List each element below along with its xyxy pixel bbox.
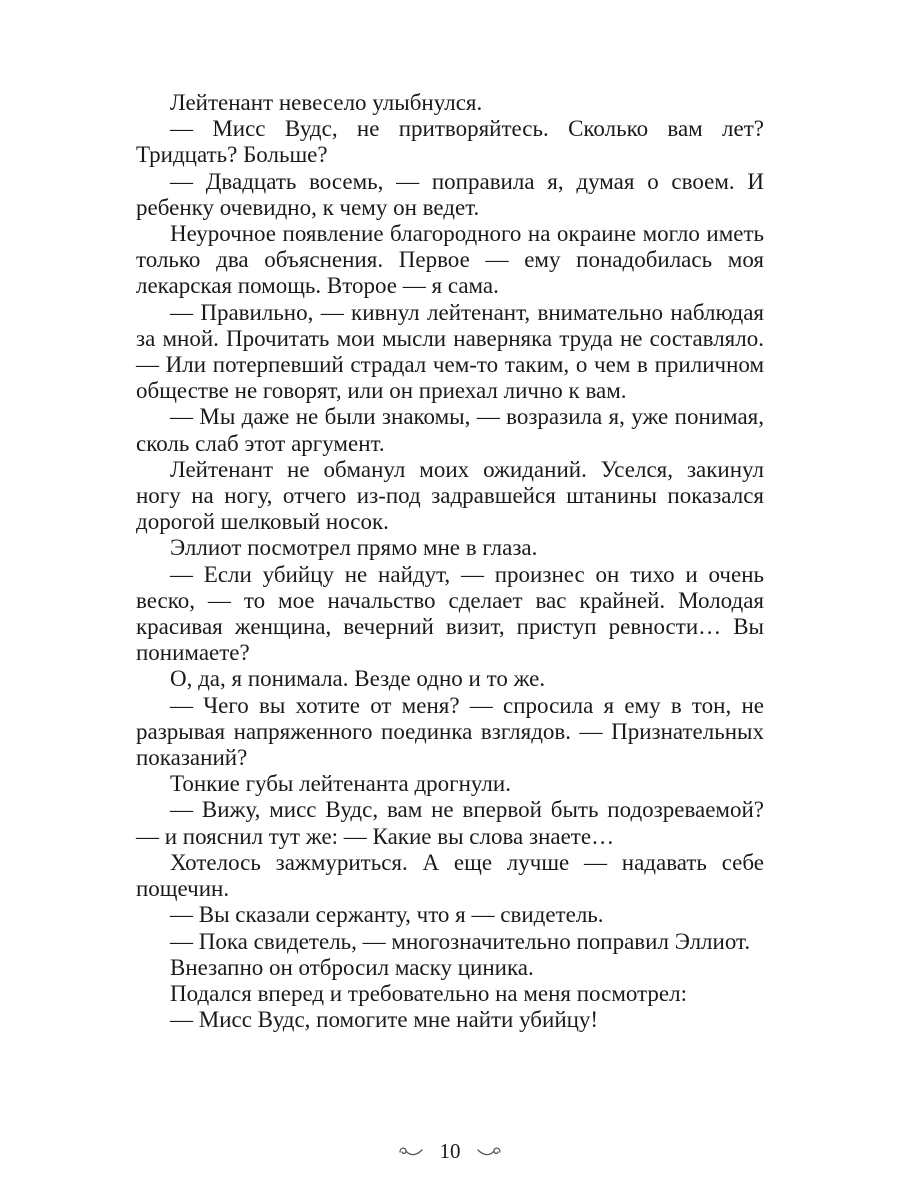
page-number: 10 [439,1139,461,1164]
page-folio [0,1137,900,1163]
paragraph: Лейтенант невесело улыбнулся. [170,90,483,115]
paragraph: Эллиот посмотрел прямо мне в глаза. [170,535,538,561]
swirl-ornament-right-icon [476,1144,502,1158]
paragraph: — Чего вы хотите от меня? — спросила я ему в тон, не разрывая напряженного поединка взглядов. — Признательных показаний? [136,692,764,771]
paragraph: О, да, я понимала. Везде одно и то же. [170,666,546,692]
paragraph: — Если убийцу не найдут, — произнес он тихо и очень веско, — то мое начальство сделает вас крайней. Молодая красивая женщина, вечерний визит, приступ ревности… Вы понимаете? [136,561,764,666]
paragraph: — Пока свидетель, — многозначительно поправил Эллиот. [170,928,751,954]
paragraph: — Мисс Вудс, не притворяйтесь. Сколько вам лет? Тридцать? Больше? [136,116,764,168]
paragraph: — Двадцать восемь, — поправила я, думая о своем. И ребенку очевидно, к чему он ведет. [136,168,764,220]
body-text [136,90,764,1033]
paragraph: — Вы сказали сержанту, что я — свидетель. [170,902,604,928]
paragraph: — Мисс Вудс, помогите мне найти убийцу! [170,1007,599,1033]
paragraph: — Правильно, — кивнул лейтенант, внимательно наблюдая за мной. Прочитать мои мысли наверняка труда не составляло. — Или потерпевший страдал чем-то таким, о чем в приличном обществе не говорят, или он приехал лично к вам. [136,299,764,404]
paragraph: — Мы даже не были знакомы, — возразила я, уже понимая, сколь слаб этот аргумент. [136,404,764,456]
paragraph: Хотелось зажмуриться. А еще лучше — надавать себе пощечин. [136,849,764,902]
paragraph: Неурочное появление благородного на окраине могло иметь только два объяснения. Первое — ему понадобилась моя лекарская помощь. Второе — я сама. [136,221,764,299]
paragraph: Лейтенант не обманул моих ожиданий. Уселся, закинул ногу на ногу, отчего из-под задравшейся штанины показался дорогой шелковый носок. [136,456,764,535]
paragraph: Подался вперед и требовательно на меня посмотрел: [170,980,687,1006]
paragraph: Внезапно он отбросил маску циника. [170,954,534,980]
paragraph: Тонкие губы лейтенанта дрогнули. [170,771,511,797]
swirl-ornament-left-icon [398,1144,424,1158]
paragraph: — Вижу, мисс Вудс, вам не впервой быть подозреваемой? — и пояснил тут же: — Какие вы слова знаете… [136,797,764,849]
